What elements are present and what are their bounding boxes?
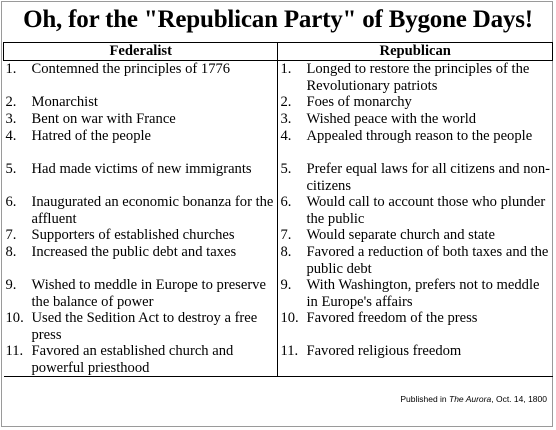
republican-item: With Washington, prefers not to meddle in Europe's affairs <box>306 277 540 310</box>
republican-item: Wished peace with the world <box>306 111 477 127</box>
cell-right <box>278 161 553 194</box>
item-number: 1. <box>5 61 17 77</box>
column-header-republican: Republican <box>278 43 553 61</box>
source-prefix: Published in <box>400 394 450 404</box>
federalist-item: Monarchist <box>31 94 98 110</box>
federalist-item: Increased the public debt and taxes <box>31 244 237 260</box>
table-body <box>4 61 553 377</box>
item-number: 5. <box>280 161 292 177</box>
republican-item: Would call to account those who plunder the public <box>306 194 546 227</box>
republican-item: Foes of monarchy <box>306 94 412 110</box>
table-row <box>4 310 553 343</box>
table-row <box>4 94 553 111</box>
republican-item: Favored religious freedom <box>306 343 462 359</box>
item-number: 4. <box>5 128 17 144</box>
cell-left <box>4 94 278 111</box>
federalist-item: Contemned the principles of 1776 <box>31 61 231 77</box>
page-title: Oh, for the "Republican Party" of Bygone Days! <box>23 6 533 33</box>
source-publication: The Aurora <box>449 394 492 404</box>
cell-right <box>278 61 553 95</box>
item-number: 11. <box>280 343 299 359</box>
item-number: 10. <box>280 310 299 326</box>
item-number: 1. <box>280 61 292 77</box>
cell-right <box>278 244 553 277</box>
source-suffix: , Oct. 14, 1800 <box>491 394 547 404</box>
item-number: 3. <box>280 111 292 127</box>
table-row <box>4 194 553 227</box>
comparison-table <box>3 42 553 377</box>
item-number: 8. <box>5 244 17 260</box>
republican-item: Would separate church and state <box>306 227 495 243</box>
cell-left <box>4 244 278 277</box>
federalist-item: Hatred of the people <box>31 128 152 144</box>
table-row <box>4 227 553 244</box>
republican-item: Favored a reduction of both taxes and the public debt <box>306 244 549 277</box>
federalist-item: Inaugurated an economic bonanza for the affluent <box>31 194 274 227</box>
item-number: 6. <box>5 194 17 210</box>
cell-left <box>4 227 278 244</box>
item-number: 2. <box>280 94 292 110</box>
item-number: 9. <box>5 277 17 293</box>
table-row <box>4 111 553 128</box>
table-row <box>4 128 553 161</box>
item-number: 5. <box>5 161 17 177</box>
item-number: 2. <box>5 94 17 110</box>
column-header-federalist: Federalist <box>4 43 278 61</box>
cell-left <box>4 128 278 161</box>
source-caption <box>400 394 547 404</box>
federalist-item: Bent on war with France <box>31 111 176 127</box>
federalist-item: Used the Sedition Act to destroy a free press <box>31 310 258 343</box>
republican-item: Favored freedom of the press <box>306 310 478 326</box>
item-number: 8. <box>280 244 292 260</box>
cell-left <box>4 111 278 128</box>
cell-left <box>4 277 278 310</box>
cell-right <box>278 111 553 128</box>
table-header-row <box>4 43 553 61</box>
republican-item: Prefer equal laws for all citizens and non-citizens <box>306 161 550 194</box>
table-row <box>4 277 553 310</box>
cell-left <box>4 61 278 95</box>
item-number: 9. <box>280 277 292 293</box>
cell-right <box>278 277 553 310</box>
cell-right <box>278 194 553 227</box>
item-number: 3. <box>5 111 17 127</box>
item-number: 11. <box>5 343 24 359</box>
cell-right <box>278 343 553 377</box>
table-row <box>4 61 553 95</box>
cell-right <box>278 227 553 244</box>
cell-right <box>278 310 553 343</box>
item-number: 4. <box>280 128 292 144</box>
cell-right <box>278 128 553 161</box>
table-row <box>4 343 553 377</box>
cell-left <box>4 343 278 377</box>
cell-right <box>278 94 553 111</box>
item-number: 6. <box>280 194 292 210</box>
table-row <box>4 161 553 194</box>
cell-left <box>4 310 278 343</box>
item-number: 7. <box>5 227 17 243</box>
republican-item: Longed to restore the principles of the Revolutionary patriots <box>306 61 530 94</box>
federalist-item: Supporters of established churches <box>31 227 235 243</box>
republican-item: Appealed through reason to the people <box>306 128 533 144</box>
federalist-item: Favored an established church and powerful priesthood <box>31 343 234 376</box>
cell-left <box>4 161 278 194</box>
table-row <box>4 244 553 277</box>
cell-left <box>4 194 278 227</box>
federalist-item: Wished to meddle in Europe to preserve the balance of power <box>31 277 266 310</box>
federalist-item: Had made victims of new immigrants <box>31 161 252 177</box>
item-number: 7. <box>280 227 292 243</box>
item-number: 10. <box>5 310 24 326</box>
